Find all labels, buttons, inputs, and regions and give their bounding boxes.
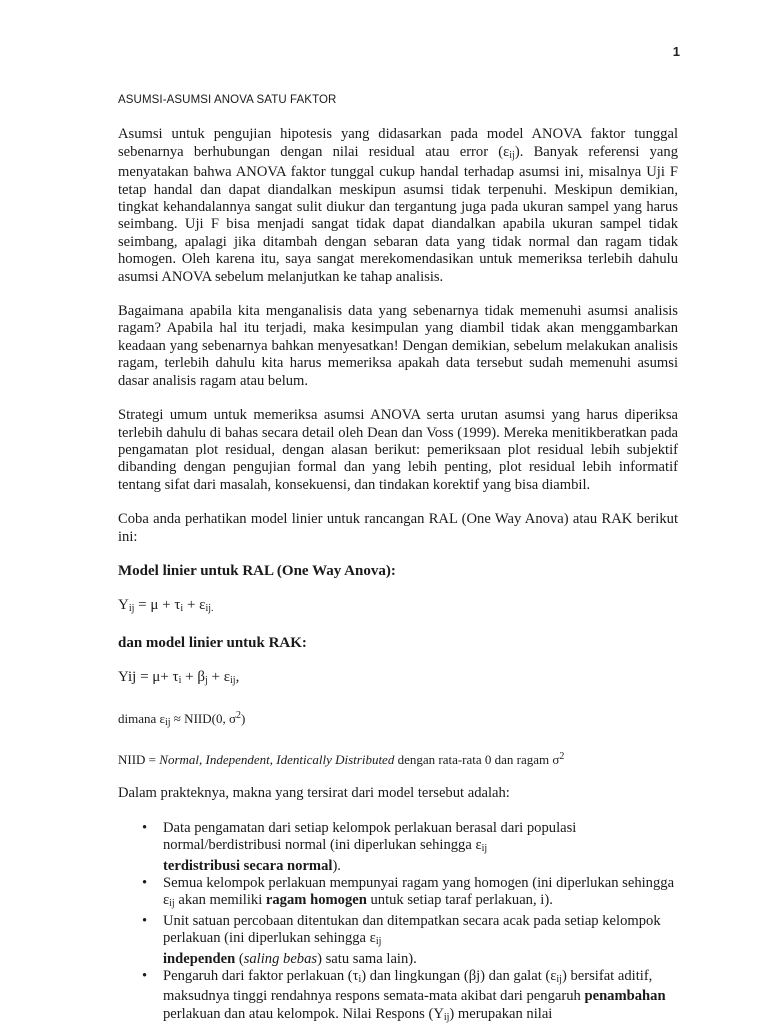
dimana-line: dimana $\varepsilon_{ij}$ ≈ NIID(0, $\sigma^2$): [118, 709, 246, 728]
list-item: • Pengaruh dari faktor perlakuan $(\tau_i)$ dan lingkungan (βj) dan galat $(\varepsilon_{ij})$ bersifat aditif, maksudnya tinggi rendahnya respons semata-mata akibat dari pengaruh penambahan perlakuan dan atau kelompok. Nilai Respons $(Y_{ij})$ merupakan nilai: [142, 968, 678, 1026]
paragraph-1: Asumsi untuk pengujian hipotesis yang didasarkan pada model ANOVA faktor tunggal sebenarnya berhubungan dengan nilai residual atau error $(\varepsilon_{ij})$. Banyak referensi yang menyatakan bahwa ANOVA faktor tunggal cukup handal terhadap asumsi ini, misalnya Uji F tetap handal dan dapat diandalkan meskipun asumsi tidak terpenuhi. Meskipun demikian, tingkat kehandalannya sangat sulit diukur dan tergantung juga pada ukuran sampel yang harus seimbang. Uji F bisa menjadi sangat tidak dapat diandalkan apabila ukuran sampel tidak seimbang, apalagi jika ditambah dengan sebaran data yang tidak normal dan ragam tidak homogen. Oleh karena itu, saya sangat merekomendasikan untuk memeriksa terlebih dahulu asumsi ANOVA sebelum melanjutkan ke tahap analisis.: [118, 126, 678, 285]
paragraph-4: Coba anda perhatikan model linier untuk rancangan RAL (One Way Anova) atau RAK berikut ini:: [118, 511, 678, 545]
list-intro: Dalam prakteknya, makna yang tersirat dari model tersebut adalah:: [118, 785, 510, 802]
document-title: ASUMSI-ASUMSI ANOVA SATU FAKTOR: [118, 94, 337, 106]
assumption-list: [118, 820, 678, 1026]
formula-ral: $Y_{ij} = \mu + \tau_i + \varepsilon_{ij.}$: [118, 597, 214, 615]
paragraph-3: Strategi umum untuk memeriksa asumsi ANOVA serta urutan asumsi yang harus diperiksa terlebih dahulu di bahas secara detail oleh Dean dan Voss (1999). Mereka menitikberatkan pada pengamatan plot residual, dengan alasan berikut: pemeriksaan plot residual lebih subjektif dibanding dengan pengujian formal dan yang lebih penting, plot residual lebih informatif tentang sifat dari masalah, konsekuensi, dan tindakan korektif yang bisa diambil.: [118, 407, 678, 493]
document-body: [118, 92, 678, 1026]
heading-ral: Model linier untuk RAL (One Way Anova):: [118, 562, 396, 579]
niid-definition: NIID = Normal, Independent, Identically Distributed dengan rata-rata 0 dan ragam $\sigma^2$: [118, 750, 565, 767]
formula-rak: Yij = $\mu+ \tau_i + \beta_j + \varepsilon_{ij}$,: [118, 669, 240, 687]
list-item: • Semua kelompok perlakuan mempunyai ragam yang homogen (ini diperlukan sehingga $\varepsilon_{ij}$ akan memiliki ragam homogen untuk setiap taraf perlakuan, i).: [142, 875, 678, 913]
list-item: • Data pengamatan dari setiap kelompok perlakuan berasal dari populasi normal/berdistribusi normal (ini diperlukan sehingga $\varepsilon_{ij}$ terdistribusi secara normal).: [142, 820, 678, 875]
page-number: 1: [672, 44, 680, 59]
heading-rak: dan model linier untuk RAK:: [118, 634, 307, 651]
list-item: • Unit satuan percobaan ditentukan dan ditempatkan secara acak pada setiap kelompok perlakuan (ini diperlukan sehingga $\varepsilon_{ij}$ independen (saling bebas) satu sama lain).: [142, 913, 678, 968]
paragraph-2: Bagaimana apabila kita menganalisis data yang sebenarnya tidak memenuhi asumsi analisis ragam? Apabila hal itu terjadi, maka kesimpulan yang diambil tidak akan menggambarkan keadaan yang sebenarnya bahkan menyesatkan! Dengan demikian, sebelum melakukan analisis ragam, terlebih dahulu kita harus memeriksa apakah data tersebut sudah memenuhi asumsi dasar analisis ragam atau belum.: [118, 303, 678, 389]
